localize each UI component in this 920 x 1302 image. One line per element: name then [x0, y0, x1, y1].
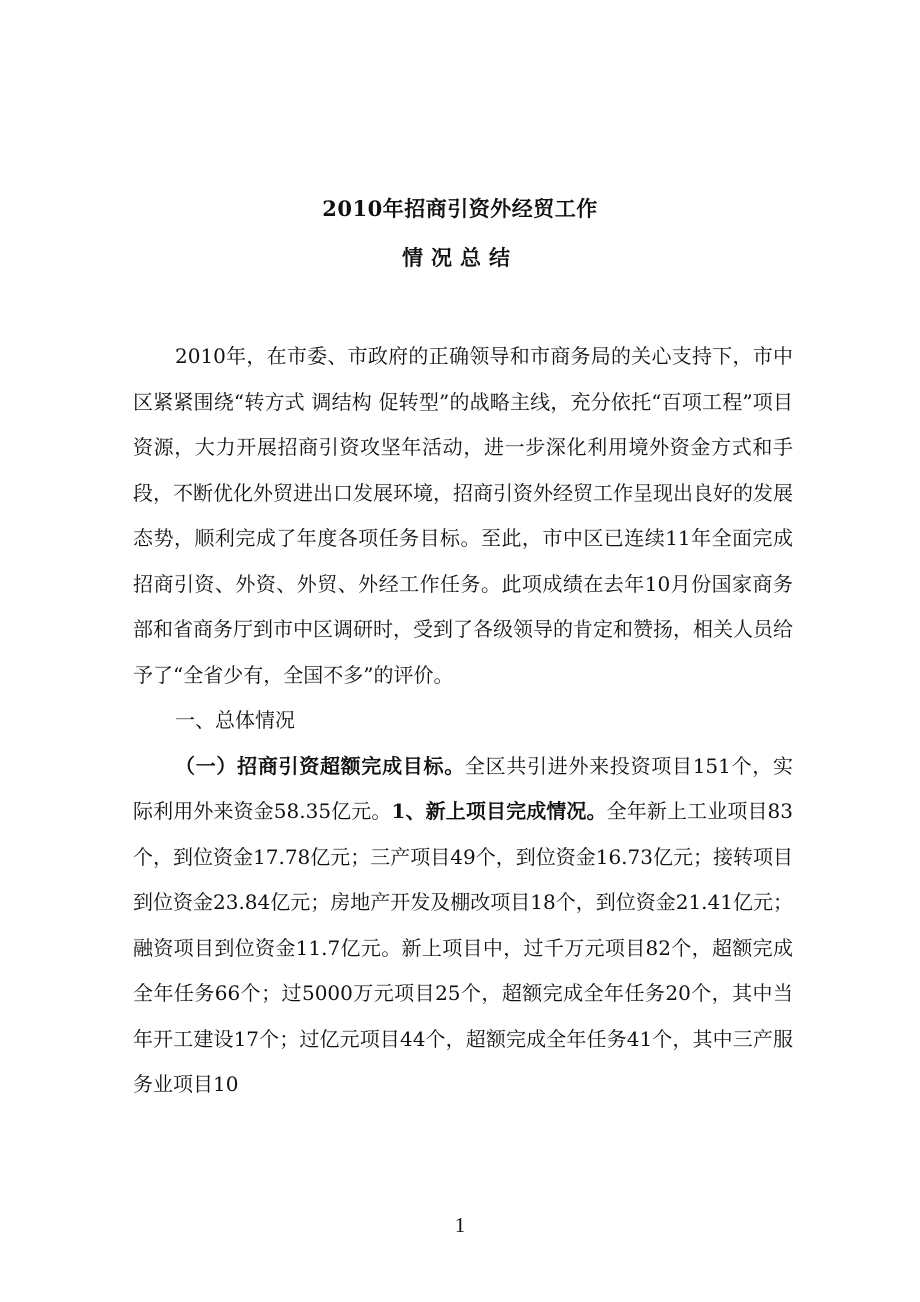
document-title: 2010年招商引资外经贸工作: [322, 196, 598, 221]
item-heading: 1、新上项目完成情况。: [391, 799, 607, 823]
intro-paragraph: 2010年，在市委、市政府的正确领导和市商务局的关心支持下，市中区紧紧围绕“转方式 调结构 促转型”的战略主线，充分依托“百项工程”项目资源，大力开展招商引资攻坚年活动，进一步深化利用境外资金方式和手段，不断优化外贸进出口发展环境，招商引资外经贸工作呈现出良好的发展态势，顺利完成了年度各项任务目标。至此，市中区已连续11年全面完成招商引资、外资、外贸、外经工作任务。此项成绩在去年10月份国家商务部和省商务厅到市中区调研时，受到了各级领导的肯定和赞扬，相关人员给予了“全省少有，全国不多”的评价。: [133, 344, 793, 687]
subsection-paragraph: [133, 744, 793, 1108]
item-text: 全年新上工业项目83个，到位资金17.78亿元；三产项目49个，到位资金16.73亿元；接转项目到位资金23.84亿元；房地产开发及棚改项目18个，到位资金21.41亿元；融资项目到位资金11.7亿元。新上项目中，过千万元项目82个，超额完成全年任务66个；过5000万元项目25个，超额完成全年任务20个，其中当年开工建设17个；过亿元项目44个，超额完成全年任务41个，其中三产服务业项目10: [133, 799, 794, 1096]
document-subtitle: 情况总结: [402, 245, 518, 270]
page-number: 1: [454, 1213, 466, 1237]
subsection-heading: （一）招商引资超额完成目标。: [175, 753, 465, 778]
subsection-text: 全区共引进外来投资项目151个，实际利用外来资金58.35亿元。: [133, 753, 793, 823]
section-heading: 一、总体情况: [175, 708, 295, 732]
document-body: [133, 334, 793, 1108]
